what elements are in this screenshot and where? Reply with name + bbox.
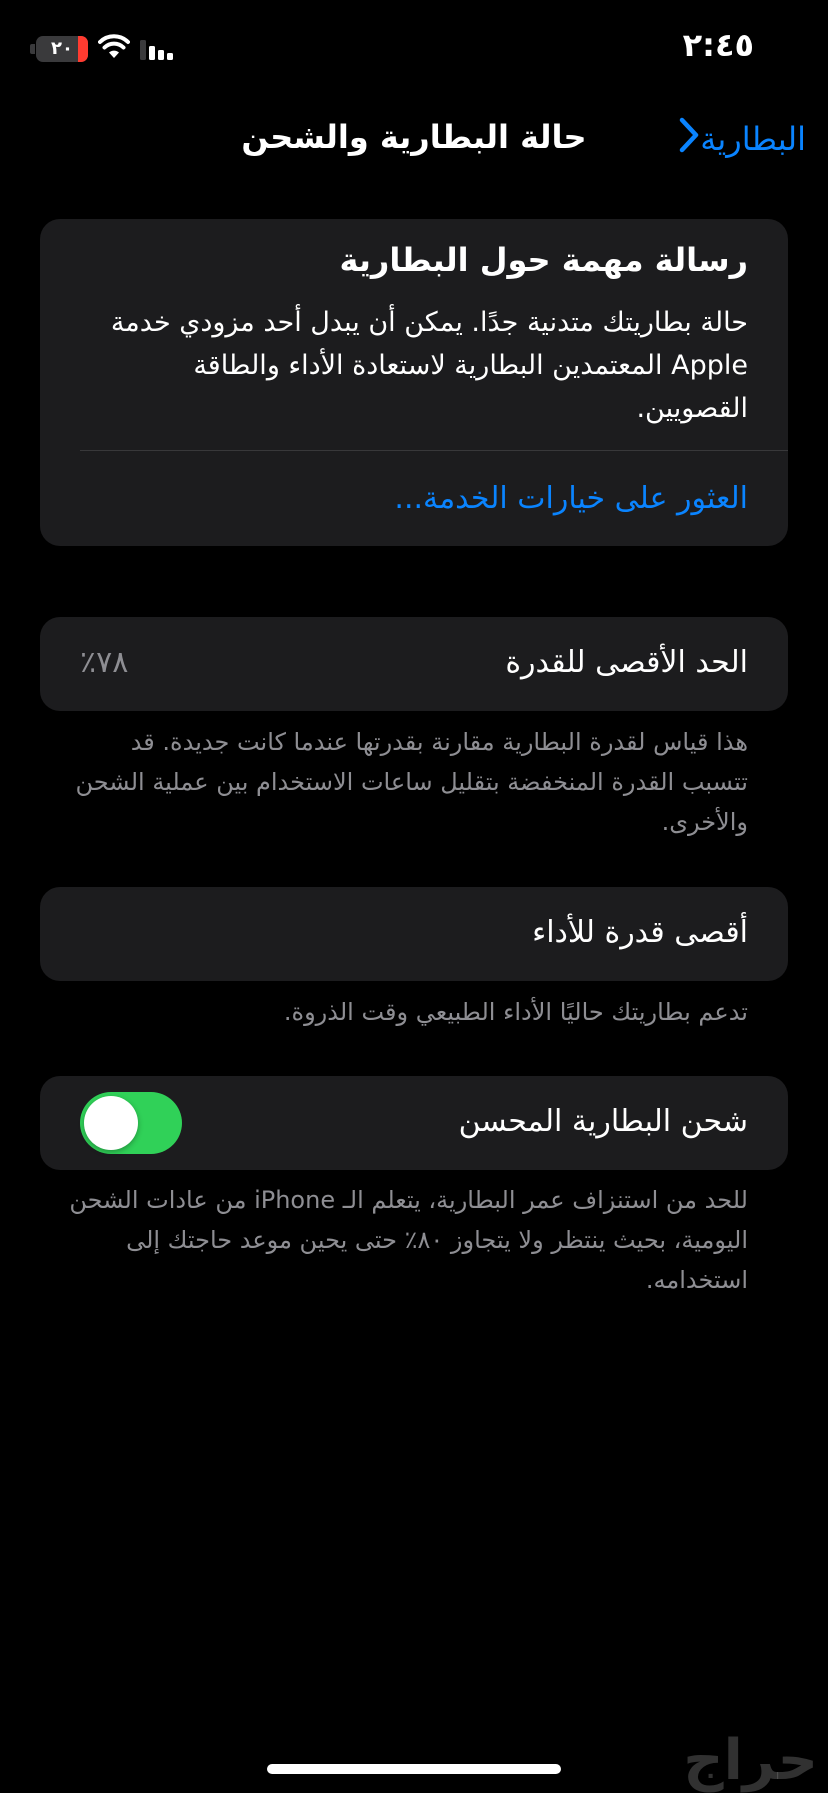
divider [80,450,788,451]
toggle-knob [84,1096,138,1150]
optimized-charging-label: شحن البطارية المحسن [458,1104,748,1139]
haraj-watermark: حراج [683,1728,818,1793]
peak-performance-label: أقصى قدرة للأداء [532,915,748,950]
status-time: ٢:٤٥ [682,26,754,64]
status-bar [0,0,828,100]
find-service-options-link[interactable]: العثور على خيارات الخدمة... [394,481,748,516]
peak-performance-footnote: تدعم بطاريتك حاليًا الأداء الطبيعي وقت الذروة. [283,998,748,1026]
home-indicator[interactable] [267,1764,561,1774]
chevron-left-icon [678,116,700,162]
important-battery-message-card [40,219,788,546]
battery-icon [36,36,88,62]
optimized-charging-footnote: للحد من استنزاف عمر البطارية، يتعلم الـ iPhone من عادات الشحن اليومية، بحيث ينتظر ولا يتجاوز ٨٠٪ حتى يحين موعد حاجتك إلى استخدامه. [69,1186,748,1294]
cellular-signal-icon [140,40,178,60]
maximum-capacity-label: الحد الأقصى للقدرة [505,645,748,680]
page-title: حالة البطارية والشحن [241,118,587,156]
maximum-capacity-footnote: هذا قياس لقدرة البطارية مقارنة بقدرتها عندما كانت جديدة. قد تتسبب القدرة المنخفضة بتقليل ساعات الاستخدام بين عملية الشحن والأخرى. [75,728,748,836]
back-button[interactable] [666,116,806,162]
navigation-bar [0,100,828,180]
back-button-label: البطارية [700,120,806,158]
wifi-icon [98,34,130,60]
maximum-capacity-value: ٧٨٪ [80,645,129,680]
message-body: حالة بطاريتك متدنية جدًا. يمكن أن يبدل أحد مزودي خدمة Apple المعتمدين البطارية لاستعادة الأداء والطاقة القصويين. [110,307,748,424]
maximum-capacity-row [40,617,788,711]
peak-performance-row [40,887,788,981]
message-title: رسالة مهمة حول البطارية [339,241,748,279]
optimized-charging-toggle[interactable] [80,1092,182,1154]
battery-nub [30,44,35,54]
battery-percent: ٢٠ [51,38,73,59]
optimized-charging-row [40,1076,788,1170]
